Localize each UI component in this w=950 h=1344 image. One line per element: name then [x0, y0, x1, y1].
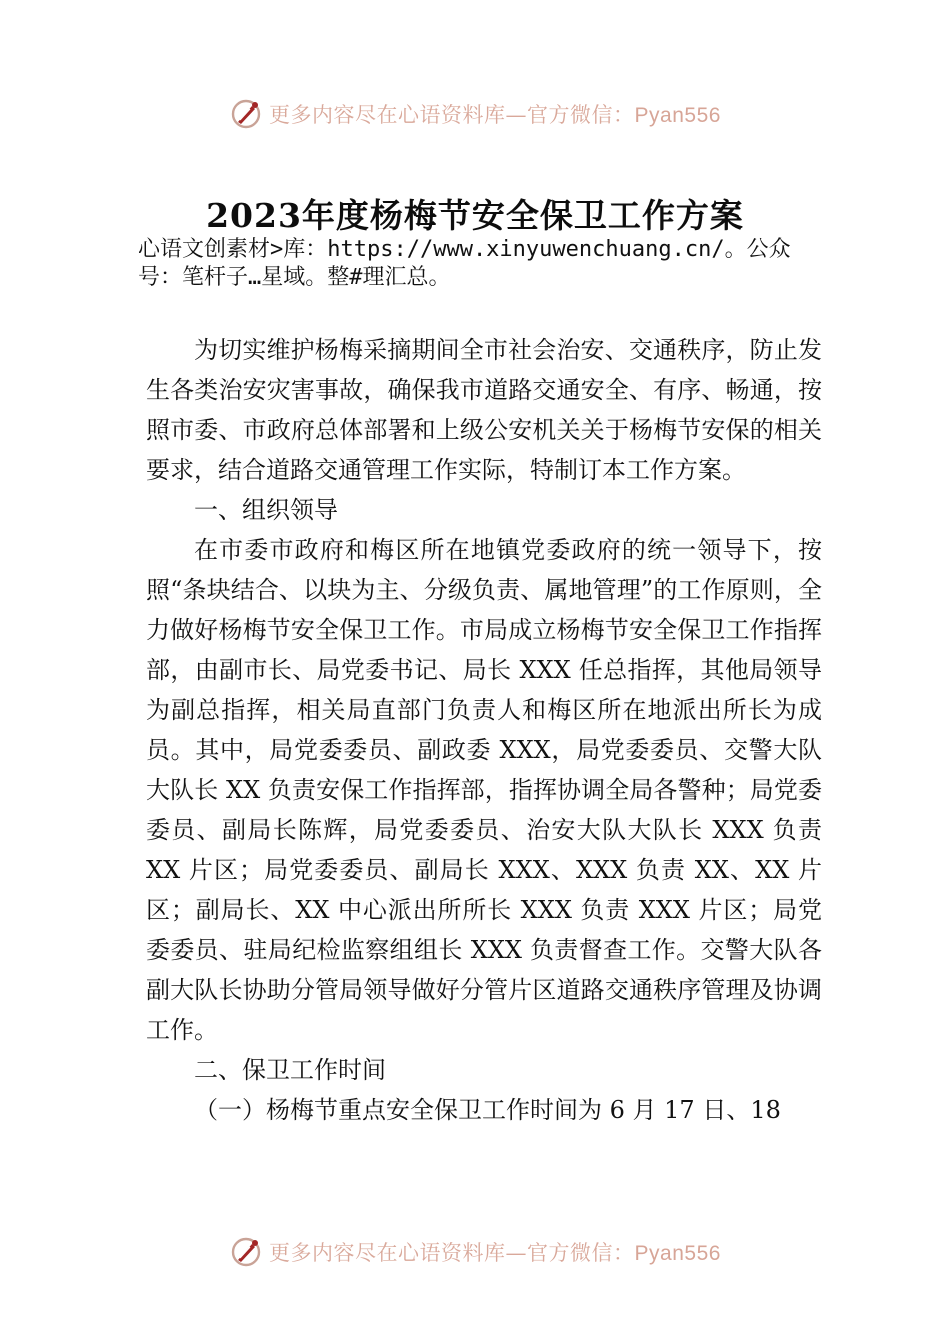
document-body: [146, 330, 822, 1130]
wechat-id: Pyan556: [634, 104, 721, 127]
quill-circle-icon: [229, 97, 263, 131]
paragraph-time: （一）杨梅节重点安全保卫工作时间为 6 月 17 日、18: [194, 1096, 781, 1124]
section-heading-time: 二、保卫工作时间: [194, 1056, 386, 1084]
document-title: 2023年度杨梅节安全保卫工作方案: [206, 196, 744, 235]
watermark-text: 更多内容尽在心语资料库—官方微信：Pyan556: [269, 1241, 721, 1265]
quill-circle-icon: [229, 1235, 263, 1269]
section-heading-organization: 一、组织领导: [194, 496, 338, 524]
source-note: 心语文创素材>库：https://www.xinyuwenchuang.cn/。公众号：笔杆子…星域。整#理汇总。: [138, 237, 791, 290]
watermark-text: 更多内容尽在心语资料库—官方微信：Pyan556: [269, 103, 721, 127]
watermark-banner-bottom: [0, 1230, 950, 1274]
paragraph-intro: 为切实维护杨梅采摘期间全市社会治安、交通秩序，防止发生各类治安灾害事故，确保我市道路交通安全、有序、畅通，按照市委、市政府总体部署和上级公安机关关于杨梅节安保的相关要求，结合道路交通管理工作实际，特制订本工作方案。: [146, 336, 822, 484]
wechat-id: Pyan556: [634, 1242, 721, 1265]
watermark-banner-top: [0, 92, 950, 136]
paragraph-organization: 在市委市政府和梅区所在地镇党委政府的统一领导下，按照“条块结合、以块为主、分级负责、属地管理”的工作原则，全力做好杨梅节安全保卫工作。市局成立杨梅节安全保卫工作指挥部，由副市长、局党委书记、局长 XXX 任总指挥，其他局领导为副总指挥，相关局直部门负责人和梅区所在地派出所长为成员。其中，局党委委员、副政委 XXX，局党委委员、交警大队大队长 XX 负责安保工作指挥部，指挥协调全局各警种；局党委委员、副局长陈辉，局党委委员、治安大队大队长 XXX 负责 XX 片区；局党委委员、副局长 XXX、XXX 负责 XX、XX 片区；副局长、XX 中心派出所所长 XXX 负责 XXX 片区；局党委委员、驻局纪检监察组组长 XXX 负责督查工作。交警大队各副大队长协助分管局领导做好分管片区道路交通秩序管理及协调工作。: [146, 536, 822, 1044]
